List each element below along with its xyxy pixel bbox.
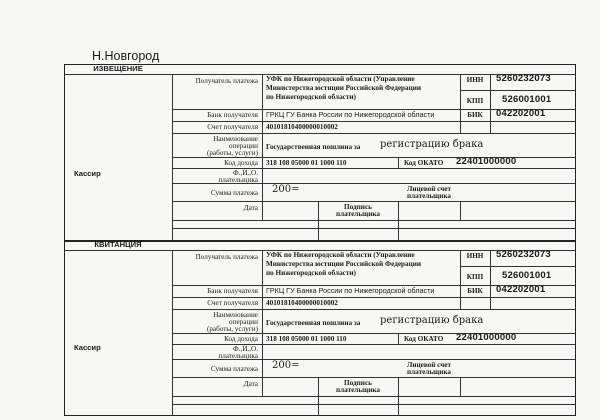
cashier-label: Кассир [74,343,101,352]
row-divider [172,396,576,397]
recipient-label: Получатель платежа [195,253,258,261]
recipient-line-1: УФК по Нижегородской области (Управление [266,75,415,83]
operation-value-printed: Государственная пошлина за [266,143,361,151]
operation-value-handwritten: регистрацию брака [380,315,484,326]
row-divider [172,377,576,378]
code-value-divider [490,74,491,133]
operation-label-line-3: (работы, услуги) [206,325,258,333]
bik-label: БИК [467,111,483,119]
okato-divider [398,157,399,168]
sum-value: 200= [272,360,300,371]
personal-account-label-line-2: плательщика [407,192,451,200]
row-divider [172,201,576,202]
personal-account-divider [398,377,399,416]
kpp-label: КПП [466,97,484,105]
bank-label: Банк получателя [207,287,258,295]
signature-label-line-2: плательщика [336,210,380,218]
operation-label-line-3: (работы, услуги) [206,149,258,157]
row-divider [172,404,576,405]
operation-value-handwritten: регистрацию брака [380,139,484,150]
account-label: Счет получателя [207,299,258,307]
personal-account-value-divider [460,201,461,220]
row-divider [172,121,576,122]
inn-label: ИНН [466,252,484,260]
personal-account-label-line-1: Лицевой счет [406,185,451,193]
date-label: Дата [243,380,258,388]
account-value: 40101810400000010002 [266,123,338,131]
operation-label-line-2: операции [229,142,258,150]
personal-account-label-line-2: плательщика [407,368,451,376]
signature-label-line-2: плательщика [336,386,380,394]
row-divider [172,297,576,298]
bik-label: БИК [467,287,483,295]
kpp-label: КПП [466,273,484,281]
city-label: Н.Новгород [92,49,160,63]
value-column-divider [262,74,263,220]
section-title: ИЗВЕЩЕНИЕ [93,64,143,73]
row-divider [460,90,576,91]
recipient-line-2: Министерства юстиции Российской Федерации [266,84,422,92]
okato-label: Код ОКАТО [404,335,444,343]
value-column-divider [262,250,263,396]
income-code-label: Код дохода [224,335,258,343]
kpp-value: 526001001 [502,94,552,105]
inn-value: 5260232073 [496,73,551,84]
sum-label: Сумма платежа [210,365,258,373]
payer-name-label-line-2: плательщика [218,352,258,360]
recipient-label: Получатель платежа [195,77,258,85]
operation-label-line-1: Наименование [213,311,258,319]
date-label: Дата [243,204,258,212]
row-divider [172,309,576,310]
signature-label-line-1: Подпись [344,379,372,387]
okato-divider [398,333,399,344]
operation-label-line-2: операции [229,318,258,326]
operation-value-printed: Государственная пошлина за [266,319,361,327]
bank-value: ГРКЦ ГУ Банка России по Нижегородской области [266,286,435,295]
operation-label-line-1: Наименование [213,135,258,143]
bank-value: ГРКЦ ГУ Банка России по Нижегородской области [266,110,435,119]
signature-label-line-1: Подпись [344,203,372,211]
sum-value: 200= [272,184,300,195]
payer-name-label-line-1: Ф.,И.,О. [232,169,258,177]
income-code-label: Код дохода [224,159,258,167]
payer-name-label-line-1: Ф.,И.,О. [232,345,258,353]
okato-value: 22401000000 [456,332,517,343]
personal-account-value-divider [460,377,461,396]
personal-account-label-line-1: Лицевой счет [406,361,451,369]
sum-label: Сумма платежа [210,189,258,197]
account-value: 40101810400000010002 [266,299,338,307]
okato-label: Код ОКАТО [404,159,444,167]
bank-label: Банк получателя [207,111,258,119]
row-divider [172,228,576,229]
income-code-value: 318 108 05000 01 1000 110 [266,335,347,343]
personal-account-divider [398,201,399,240]
income-code-value: 318 108 05000 01 1000 110 [266,159,347,167]
row-divider [460,266,576,267]
code-value-divider [490,250,491,309]
recipient-line-3: по Нижегородской области) [266,269,356,277]
okato-value: 22401000000 [456,156,517,167]
cashier-label: Кассир [74,169,101,178]
account-label: Счет получателя [207,123,258,131]
recipient-line-3: по Нижегородской области) [266,93,356,101]
section-title: КВИТАНЦИЯ [94,240,142,249]
recipient-line-2: Министерства юстиции Российской Федерации [266,260,422,268]
row-divider [172,220,576,221]
inn-label: ИНН [466,76,484,84]
row-divider [172,133,576,134]
bik-value: 042202001 [496,108,546,119]
inn-value: 5260232073 [496,249,551,260]
recipient-line-1: УФК по Нижегородской области (Управление [266,251,415,259]
bik-value: 042202001 [496,284,546,295]
kpp-value: 526001001 [502,270,552,281]
payer-name-label-line-2: плательщика [218,176,258,184]
